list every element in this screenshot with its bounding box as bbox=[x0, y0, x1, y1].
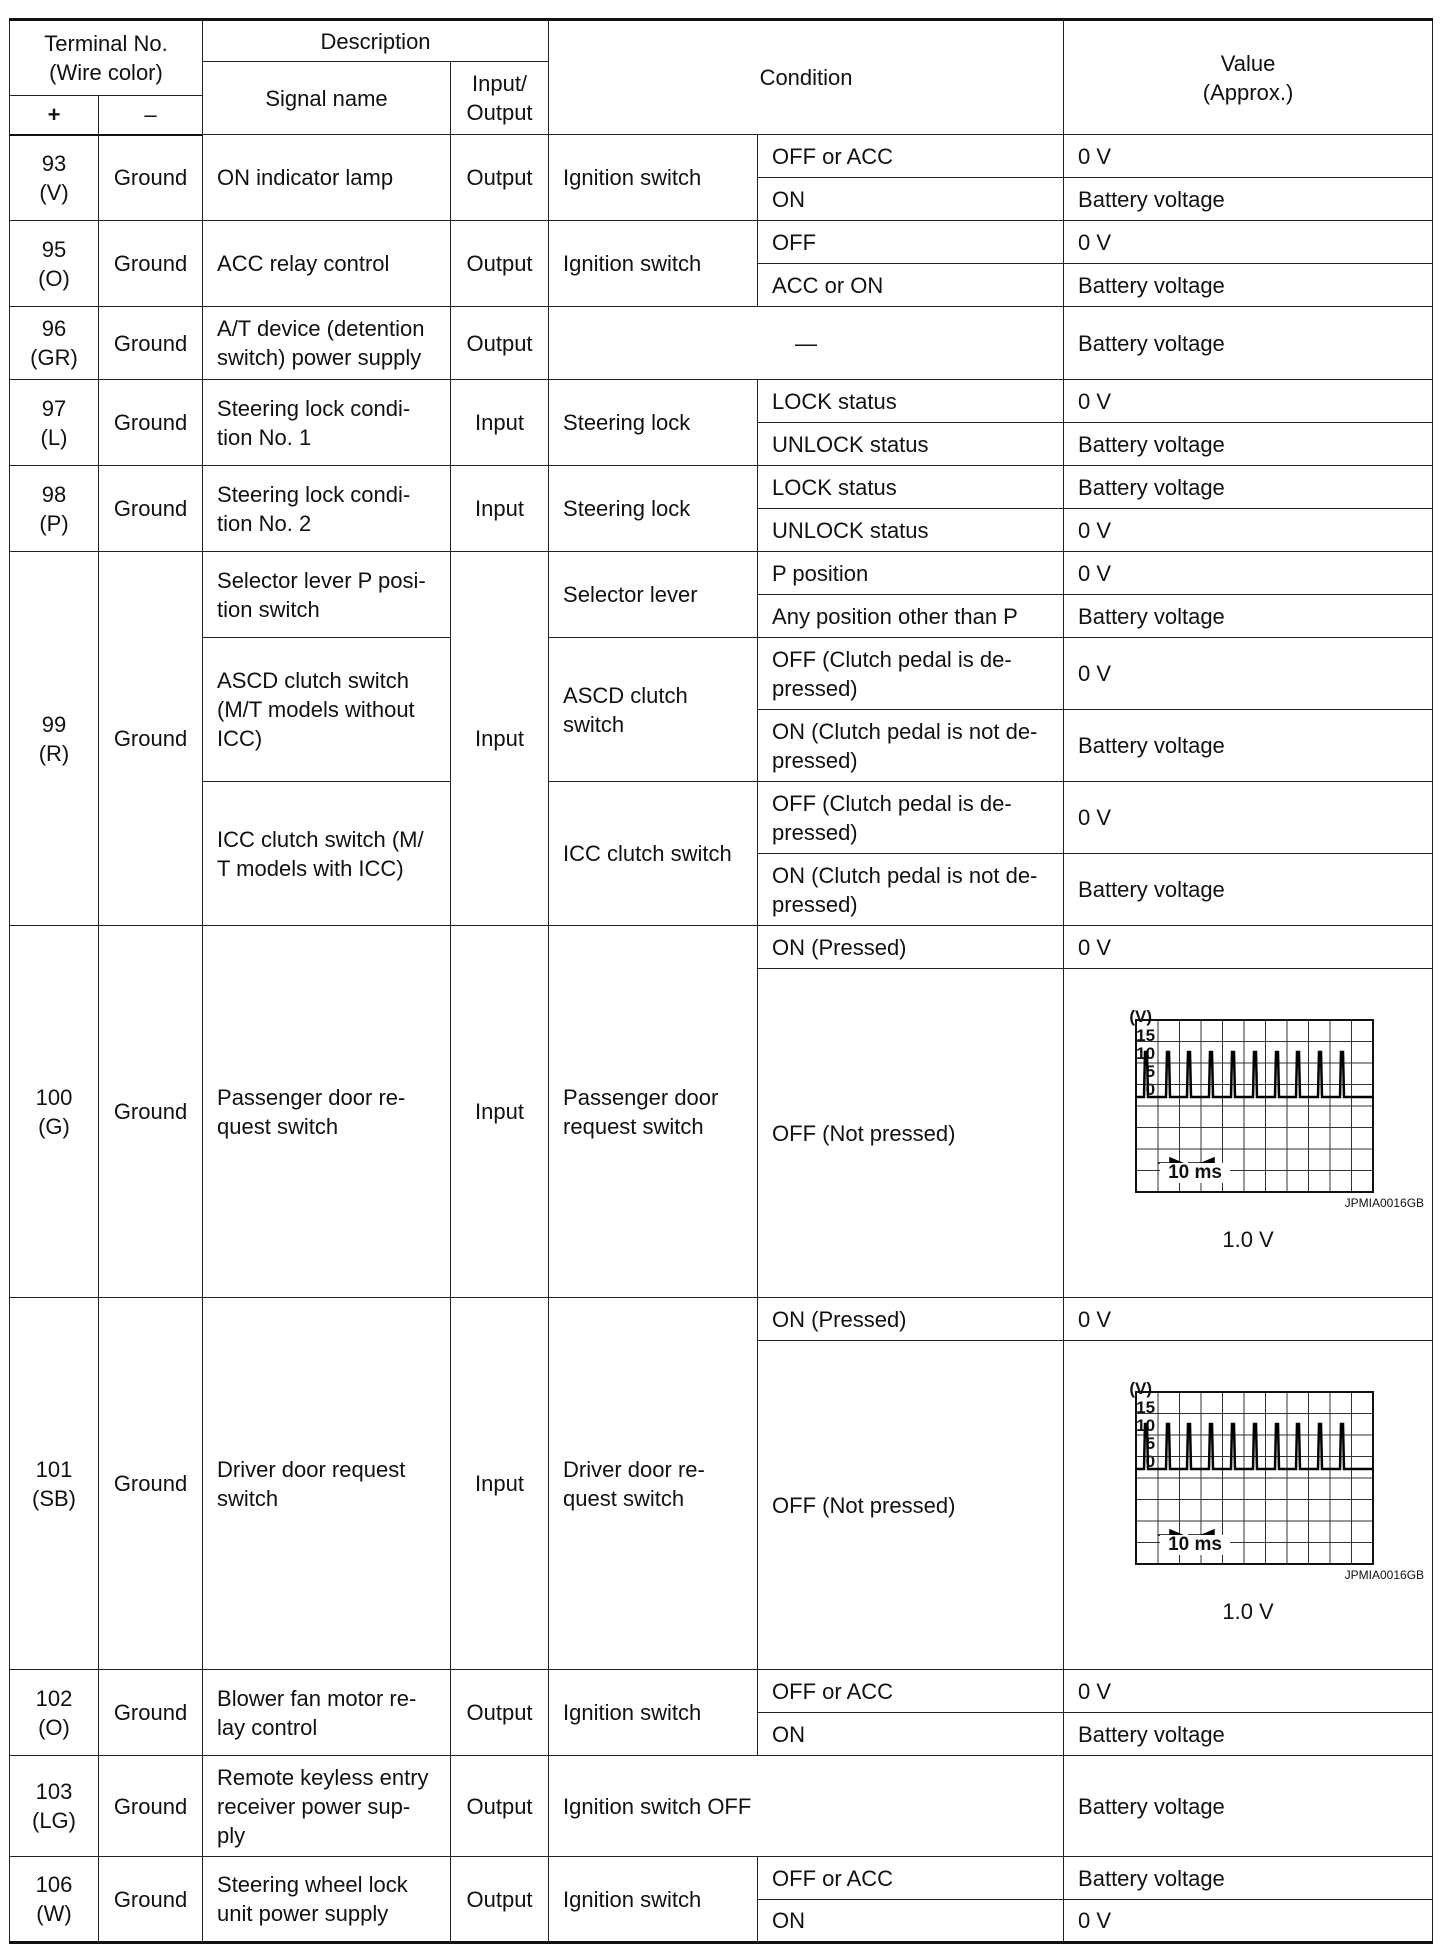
signal-name: ASCD clutch switch (M/T models without ICC) bbox=[203, 638, 451, 782]
waveform bbox=[1064, 969, 1432, 1297]
waveform-y-label: 10 bbox=[1136, 1416, 1156, 1435]
terminal-plus: 97 (L) bbox=[10, 380, 99, 466]
value: Battery voltage bbox=[1064, 423, 1433, 466]
terminal-header bbox=[10, 20, 203, 96]
sub-condition: ON (Pressed) bbox=[758, 1298, 1064, 1341]
wire-color-label: (Wire color) bbox=[49, 60, 163, 85]
sub-condition: OFF (Clutch pedal is de- pressed) bbox=[758, 638, 1064, 710]
table-row bbox=[10, 307, 1433, 380]
table-row bbox=[10, 1670, 1433, 1713]
minus-header: – bbox=[99, 96, 203, 135]
signal-name: Blower fan motor re- lay control bbox=[203, 1670, 451, 1756]
terminal-minus: Ground bbox=[99, 1857, 203, 1943]
waveform-plot bbox=[1100, 1010, 1390, 1200]
condition: — bbox=[549, 307, 1064, 380]
value: Battery voltage bbox=[1064, 595, 1433, 638]
terminal-plus: 101 (SB) bbox=[10, 1298, 99, 1670]
terminal-spec-table bbox=[9, 18, 1433, 1944]
terminal-minus: Ground bbox=[99, 1298, 203, 1670]
value: 1.0 V bbox=[1222, 1227, 1274, 1252]
terminal-minus: Ground bbox=[99, 135, 203, 221]
signal-name: ACC relay control bbox=[203, 221, 451, 307]
sub-condition: OFF or ACC bbox=[758, 1670, 1064, 1713]
signal-name-header: Signal name bbox=[203, 62, 451, 135]
condition-header: Condition bbox=[549, 20, 1064, 135]
waveform-unit: (V) bbox=[1129, 1379, 1153, 1398]
value: 0 V bbox=[1064, 1670, 1433, 1713]
header-row bbox=[10, 20, 1433, 62]
signal-name: Steering lock condi- tion No. 1 bbox=[203, 380, 451, 466]
io-type: Output bbox=[451, 221, 549, 307]
terminal-minus: Ground bbox=[99, 307, 203, 380]
table-row bbox=[10, 1298, 1433, 1341]
terminal-plus: 100 (G) bbox=[10, 926, 99, 1298]
io-type: Input bbox=[451, 926, 549, 1298]
signal-name: A/T device (detention switch) power supply bbox=[203, 307, 451, 380]
value: 0 V bbox=[1064, 135, 1433, 178]
terminal-plus: 103 (LG) bbox=[10, 1756, 99, 1857]
condition: Passenger door request switch bbox=[549, 926, 758, 1298]
table-row bbox=[10, 466, 1433, 509]
waveform-y-label: 5 bbox=[1145, 1062, 1156, 1081]
sub-condition: OFF or ACC bbox=[758, 1857, 1064, 1900]
figure-code: JPMIA0016GB bbox=[1344, 1568, 1425, 1582]
waveform-time-label: 10 ms bbox=[1160, 1535, 1230, 1555]
sub-condition: ON bbox=[758, 178, 1064, 221]
waveform-unit: (V) bbox=[1129, 1007, 1153, 1026]
signal-name: Steering lock condi- tion No. 2 bbox=[203, 466, 451, 552]
waveform bbox=[1064, 1341, 1432, 1669]
terminal-plus: 102 (O) bbox=[10, 1670, 99, 1756]
sub-condition: OFF bbox=[758, 221, 1064, 264]
value: 0 V bbox=[1064, 1900, 1433, 1943]
sub-condition: LOCK status bbox=[758, 466, 1064, 509]
waveform-y-label: 5 bbox=[1145, 1434, 1156, 1453]
terminal-plus: 93 (V) bbox=[10, 135, 99, 221]
io-type: Output bbox=[451, 1857, 549, 1943]
io-type: Output bbox=[451, 1756, 549, 1857]
terminal-plus: 95 (O) bbox=[10, 221, 99, 307]
condition: Ignition switch OFF bbox=[549, 1756, 1064, 1857]
value: 0 V bbox=[1064, 380, 1433, 423]
condition: Steering lock bbox=[549, 380, 758, 466]
condition: Driver door re- quest switch bbox=[549, 1298, 758, 1670]
sub-condition: UNLOCK status bbox=[758, 423, 1064, 466]
waveform-time-label: 10 ms bbox=[1160, 1163, 1230, 1183]
table-row bbox=[10, 221, 1433, 264]
sub-condition: ON (Clutch pedal is not de- pressed) bbox=[758, 854, 1064, 926]
sub-condition: ON bbox=[758, 1900, 1064, 1943]
condition: Ignition switch bbox=[549, 135, 758, 221]
terminal-minus: Ground bbox=[99, 1756, 203, 1857]
sub-condition: OFF (Not pressed) bbox=[758, 1341, 1064, 1670]
signal-name: ICC clutch switch (M/ T models with ICC) bbox=[203, 782, 451, 926]
terminal-minus: Ground bbox=[99, 466, 203, 552]
sub-condition: Any position other than P bbox=[758, 595, 1064, 638]
sub-condition: ON (Clutch pedal is not de- pressed) bbox=[758, 710, 1064, 782]
waveform-y-label: 0 bbox=[1145, 1080, 1156, 1099]
signal-name: Remote keyless entry receiver power sup- ply bbox=[203, 1756, 451, 1857]
condition: Steering lock bbox=[549, 466, 758, 552]
signal-name: Passenger door re- quest switch bbox=[203, 926, 451, 1298]
signal-name: ON indicator lamp bbox=[203, 135, 451, 221]
condition: ICC clutch switch bbox=[549, 782, 758, 926]
condition: Ignition switch bbox=[549, 1857, 758, 1943]
table-row bbox=[10, 1756, 1433, 1857]
figure-code: JPMIA0016GB bbox=[1344, 1196, 1425, 1210]
waveform-value-cell bbox=[1064, 969, 1433, 1298]
terminal-plus: 106 (W) bbox=[10, 1857, 99, 1943]
value-label: Value bbox=[1220, 50, 1276, 76]
table-row bbox=[10, 552, 1433, 595]
value: 0 V bbox=[1064, 926, 1433, 969]
value: 1.0 V bbox=[1222, 1599, 1274, 1624]
waveform-plot bbox=[1100, 1382, 1390, 1572]
condition: Selector lever bbox=[549, 552, 758, 638]
signal-name: Driver door request switch bbox=[203, 1298, 451, 1670]
waveform-y-label: 15 bbox=[1136, 1026, 1156, 1045]
waveform-y-label: 10 bbox=[1136, 1044, 1156, 1063]
sub-condition: OFF (Not pressed) bbox=[758, 969, 1064, 1298]
terminal-minus: Ground bbox=[99, 221, 203, 307]
waveform-y-label: 15 bbox=[1136, 1398, 1156, 1417]
table-row bbox=[10, 135, 1433, 178]
value: Battery voltage bbox=[1064, 178, 1433, 221]
value: 0 V bbox=[1064, 782, 1433, 854]
value: 0 V bbox=[1064, 638, 1433, 710]
waveform-y-label: 0 bbox=[1145, 1452, 1156, 1471]
io-type: Input bbox=[451, 380, 549, 466]
io-type: Input bbox=[451, 552, 549, 926]
value: Battery voltage bbox=[1064, 466, 1433, 509]
terminal-minus: Ground bbox=[99, 552, 203, 926]
sub-condition: OFF or ACC bbox=[758, 135, 1064, 178]
terminal-plus: 99 (R) bbox=[10, 552, 99, 926]
table-row bbox=[10, 1857, 1433, 1900]
value: Battery voltage bbox=[1064, 264, 1433, 307]
description-header: Description bbox=[203, 20, 549, 62]
sub-condition: ON bbox=[758, 1713, 1064, 1756]
sub-condition: P position bbox=[758, 552, 1064, 595]
value: 0 V bbox=[1064, 1298, 1433, 1341]
table-row bbox=[10, 926, 1433, 969]
condition: Ignition switch bbox=[549, 221, 758, 307]
value: Battery voltage bbox=[1064, 307, 1433, 380]
sub-condition: OFF (Clutch pedal is de- pressed) bbox=[758, 782, 1064, 854]
io-type: Output bbox=[451, 307, 549, 380]
condition: Ignition switch bbox=[549, 1670, 758, 1756]
input-output-header: Input/ Output bbox=[451, 62, 549, 135]
value: Battery voltage bbox=[1064, 854, 1433, 926]
sub-condition: LOCK status bbox=[758, 380, 1064, 423]
terminal-minus: Ground bbox=[99, 380, 203, 466]
signal-name: Steering wheel lock unit power supply bbox=[203, 1857, 451, 1943]
terminal-minus: Ground bbox=[99, 1670, 203, 1756]
value: Battery voltage bbox=[1064, 1713, 1433, 1756]
io-type: Input bbox=[451, 466, 549, 552]
terminal-minus: Ground bbox=[99, 926, 203, 1298]
terminal-plus: 98 (P) bbox=[10, 466, 99, 552]
value-header bbox=[1064, 20, 1433, 135]
waveform-value-cell bbox=[1064, 1341, 1433, 1670]
condition: ASCD clutch switch bbox=[549, 638, 758, 782]
signal-name: Selector lever P posi- tion switch bbox=[203, 552, 451, 638]
value: Battery voltage bbox=[1064, 1857, 1433, 1900]
value: Battery voltage bbox=[1064, 710, 1433, 782]
io-type: Output bbox=[451, 135, 549, 221]
value: 0 V bbox=[1064, 509, 1433, 552]
value: Battery voltage bbox=[1064, 1756, 1433, 1857]
terminal-plus: 96 (GR) bbox=[10, 307, 99, 380]
plus-header: + bbox=[10, 96, 99, 135]
io-type: Input bbox=[451, 1298, 549, 1670]
sub-condition: ON (Pressed) bbox=[758, 926, 1064, 969]
value: 0 V bbox=[1064, 552, 1433, 595]
io-type: Output bbox=[451, 1670, 549, 1756]
table-row bbox=[10, 380, 1433, 423]
approx-label: (Approx.) bbox=[1202, 79, 1294, 105]
sub-condition: UNLOCK status bbox=[758, 509, 1064, 552]
terminal-no-label: Terminal No. bbox=[44, 31, 168, 56]
sub-condition: ACC or ON bbox=[758, 264, 1064, 307]
value: 0 V bbox=[1064, 221, 1433, 264]
